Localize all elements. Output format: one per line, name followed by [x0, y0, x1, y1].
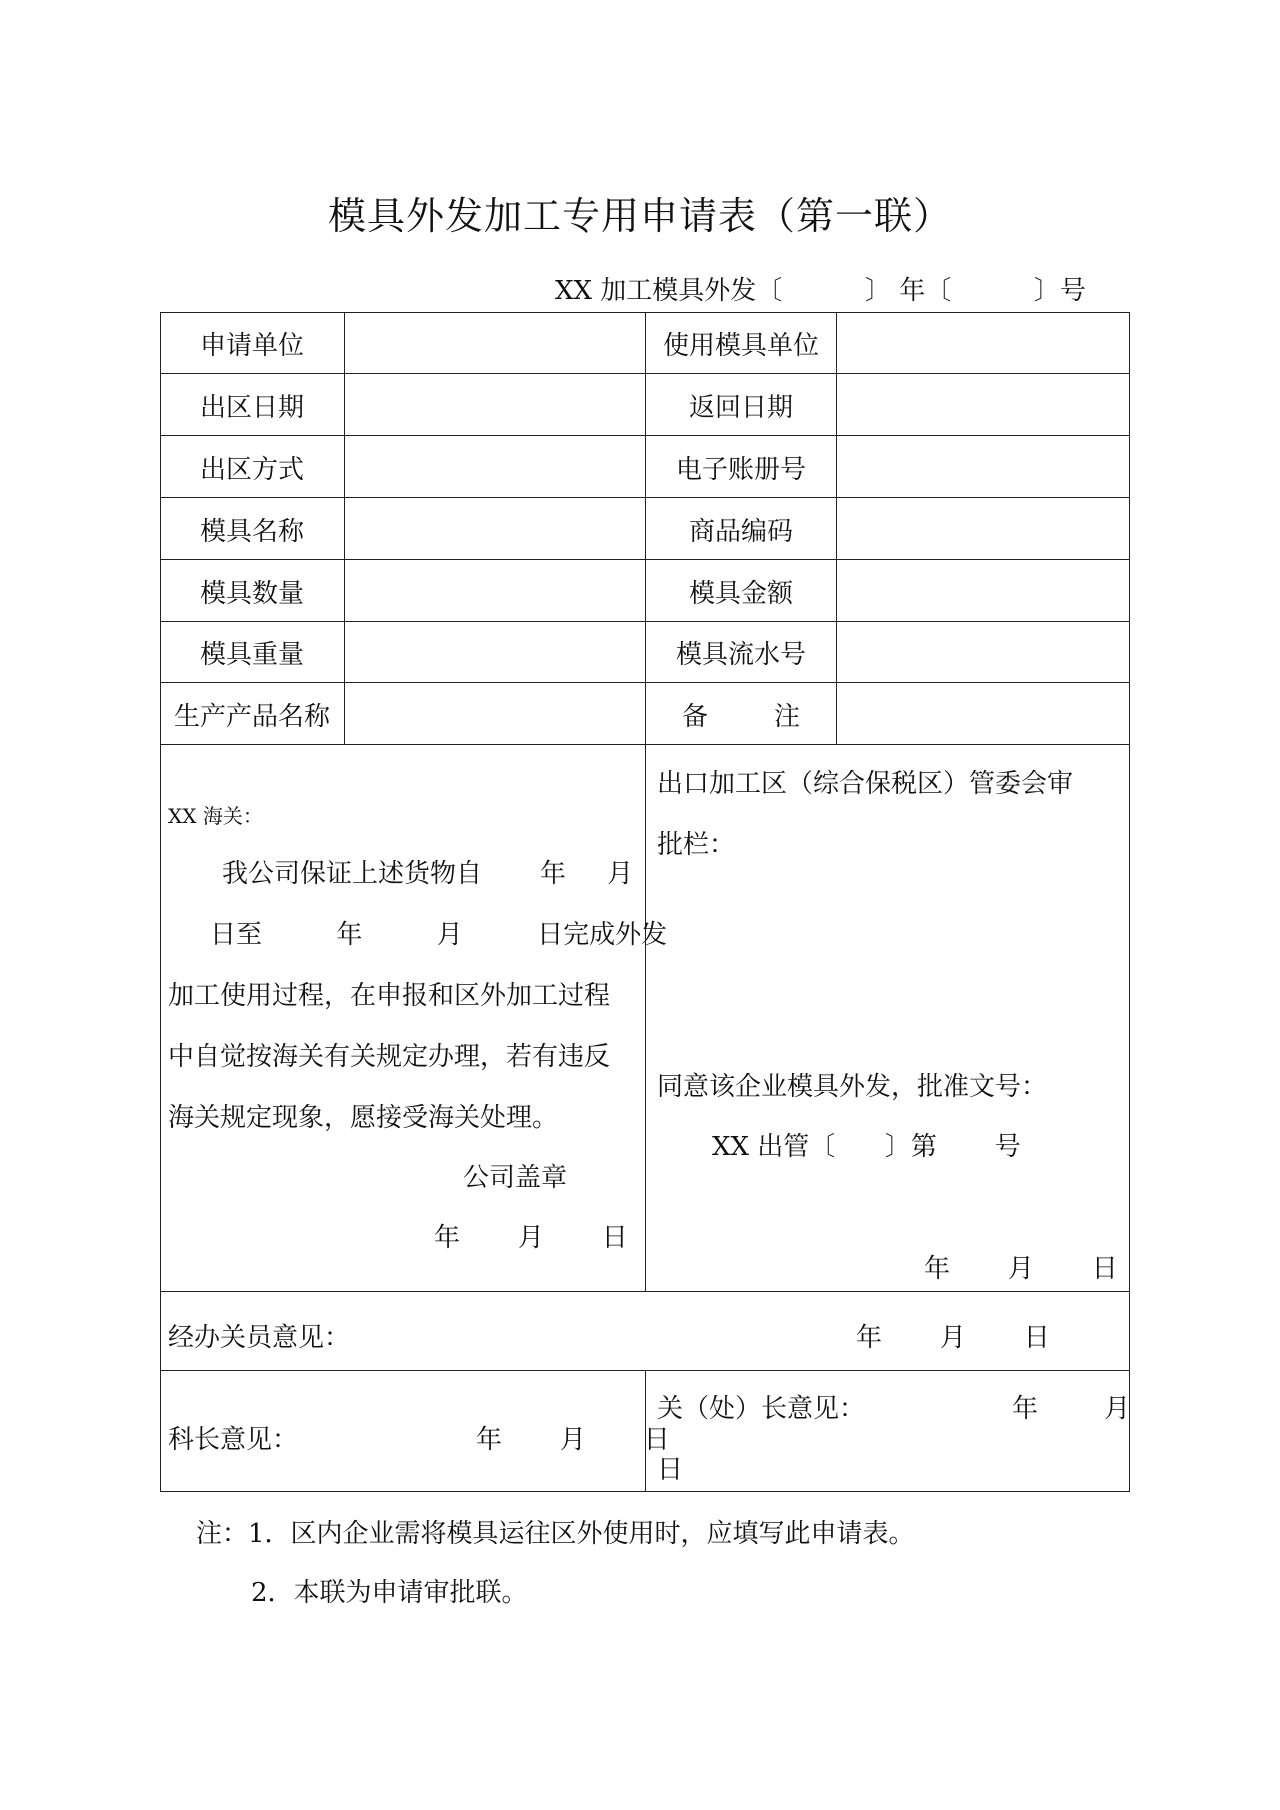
- field-exit-date[interactable]: [345, 374, 645, 436]
- label-electronic-account: 电子账册号: [675, 454, 806, 485]
- director-label: 关（处）长意见：: [657, 1394, 866, 1424]
- section-chief-label: 科长意见：: [168, 1425, 299, 1455]
- row-divider: [160, 1291, 1130, 1292]
- director-date-day: 日: [657, 1455, 684, 1485]
- declaration-line: 日至 年 月 日完成外发: [210, 920, 668, 950]
- declaration-line: 中自觉按海关有关规定办理，若有违反: [168, 1042, 611, 1072]
- field-commodity-code[interactable]: [837, 498, 1129, 560]
- field-mold-serial[interactable]: [837, 622, 1129, 683]
- note-line-2: 2．本联为申请审批联。: [251, 1578, 528, 1608]
- field-mold-weight[interactable]: [345, 622, 645, 683]
- declaration-line: 海关规定现象，愿接受海关处理。: [168, 1103, 559, 1133]
- approval-date: 年 月 日: [924, 1254, 1118, 1284]
- committee-heading-cont: 批栏：: [657, 830, 736, 860]
- label-commodity-code: 商品编码: [688, 516, 793, 547]
- field-exit-method[interactable]: [345, 436, 645, 498]
- label-exit-date: 出区日期: [199, 392, 304, 423]
- field-mold-amount[interactable]: [837, 560, 1129, 622]
- field-user-unit[interactable]: [837, 312, 1129, 374]
- declaration-line: 我公司保证上述货物自 年 月: [222, 859, 634, 889]
- field-mold-quantity[interactable]: [345, 560, 645, 622]
- label-mold-serial: 模具流水号: [675, 640, 806, 670]
- label-exit-method: 出区方式: [199, 454, 304, 485]
- label-return-date: 返回日期: [688, 392, 793, 423]
- serial-number-line: XX 加工模具外发〔 〕 年〔 〕号: [555, 276, 1086, 306]
- approval-number: XX 出管〔 〕第 号: [712, 1132, 1021, 1162]
- officer-opinion-date: 年 月 日: [856, 1323, 1050, 1353]
- committee-consent: 同意该企业模具外发，批准文号：: [657, 1072, 1048, 1102]
- label-mold-name: 模具名称: [199, 516, 304, 547]
- field-product-name[interactable]: [345, 683, 645, 745]
- company-stamp-label: 公司盖章: [463, 1163, 568, 1193]
- committee-heading: 出口加工区（综合保税区）管委会审: [657, 769, 1074, 799]
- note-line-1: 注：1．区内企业需将模具运往区外使用时，应填写此申请表。: [196, 1519, 915, 1549]
- label-mold-quantity: 模具数量: [199, 578, 304, 609]
- label-remarks: 备 注: [681, 701, 801, 732]
- label-applicant-unit: 申请单位: [199, 330, 304, 361]
- customs-addressee: XX 海关：: [168, 804, 263, 828]
- field-applicant-unit[interactable]: [345, 312, 645, 374]
- director-date: 年 月: [1012, 1394, 1131, 1424]
- declaration-line: 加工使用过程，在申报和区外加工过程: [168, 981, 611, 1011]
- label-mold-amount: 模具金额: [688, 578, 793, 609]
- field-electronic-account[interactable]: [837, 436, 1129, 498]
- section-chief-date: 年 月 日: [476, 1425, 670, 1455]
- officer-opinion-label: 经办关员意见：: [168, 1323, 351, 1353]
- label-user-unit: 使用模具单位: [662, 330, 819, 361]
- label-product-name: 生产产品名称: [173, 701, 330, 732]
- field-mold-name[interactable]: [345, 498, 645, 560]
- field-remarks[interactable]: [837, 683, 1129, 745]
- label-mold-weight: 模具重量: [199, 640, 304, 670]
- declaration-date: 年 月 日: [434, 1223, 628, 1253]
- page-title: 模具外发加工专用申请表（第一联）: [327, 194, 952, 238]
- field-return-date[interactable]: [837, 374, 1129, 436]
